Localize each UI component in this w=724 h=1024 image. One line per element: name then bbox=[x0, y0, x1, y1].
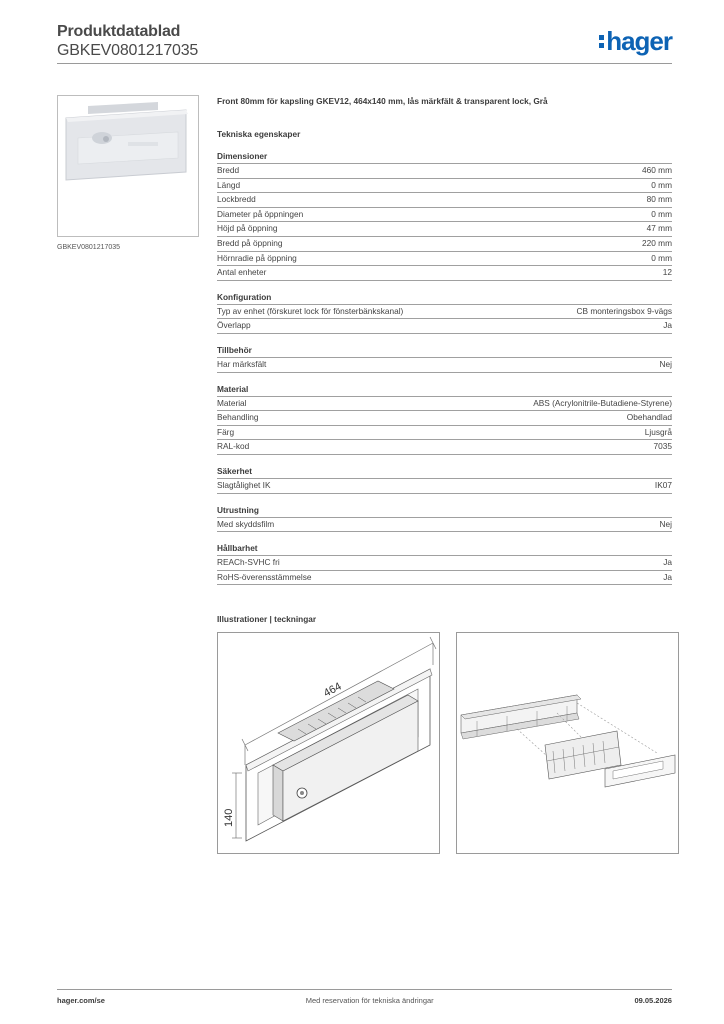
property-value: IK07 bbox=[654, 479, 672, 490]
product-code: GBKEV0801217035 bbox=[57, 42, 199, 59]
property-value: Ja bbox=[663, 557, 672, 568]
page-footer bbox=[57, 996, 672, 1005]
property-value: 0 mm bbox=[651, 208, 672, 219]
hager-logo[interactable] bbox=[599, 26, 672, 57]
document-title: Produktdatablad bbox=[57, 23, 181, 40]
property-value: Ljusgrå bbox=[644, 426, 672, 437]
property-row bbox=[217, 440, 672, 455]
property-value: Ja bbox=[663, 571, 672, 582]
property-value: 0 mm bbox=[651, 179, 672, 190]
property-label: RoHS-överensstämmelse bbox=[217, 571, 312, 582]
property-label: Slagtålighet IK bbox=[217, 479, 271, 490]
property-sections bbox=[217, 151, 672, 585]
property-row bbox=[217, 193, 672, 208]
property-label: Lockbredd bbox=[217, 194, 256, 205]
property-row bbox=[217, 319, 672, 334]
property-label: Diameter på öppningen bbox=[217, 208, 304, 219]
property-label: Med skyddsfilm bbox=[217, 518, 275, 529]
property-value: ABS (Acrylonitrile-Butadiene-Styrene) bbox=[533, 397, 672, 408]
property-row bbox=[217, 426, 672, 441]
property-value: 80 mm bbox=[646, 194, 672, 205]
property-label: Bredd på öppning bbox=[217, 237, 283, 248]
footer-divider bbox=[57, 989, 672, 990]
property-row bbox=[217, 556, 672, 571]
property-row bbox=[217, 208, 672, 223]
logo-text: hager bbox=[606, 26, 672, 56]
property-value: 7035 bbox=[653, 441, 672, 452]
header-divider bbox=[57, 63, 672, 64]
property-row bbox=[217, 305, 672, 320]
property-row bbox=[217, 518, 672, 533]
section-title: Utrustning bbox=[217, 505, 672, 518]
property-row bbox=[217, 411, 672, 426]
property-value: 460 mm bbox=[642, 165, 672, 175]
property-value: 0 mm bbox=[651, 252, 672, 263]
dimension-height-label: 140 bbox=[223, 808, 235, 827]
property-row bbox=[217, 479, 672, 494]
property-label: Material bbox=[217, 397, 247, 408]
document-header bbox=[57, 22, 198, 60]
property-label: Typ av enhet (förskuret lock för fönsterbänkskanal) bbox=[217, 305, 404, 316]
product-details bbox=[217, 96, 672, 585]
website-link[interactable]: hager.com/se bbox=[57, 996, 105, 1005]
property-value: 220 mm bbox=[642, 237, 672, 248]
property-row bbox=[217, 266, 672, 281]
property-label: Antal enheter bbox=[217, 267, 267, 278]
property-row bbox=[217, 397, 672, 412]
technical-properties-title: Tekniska egenskaper bbox=[217, 129, 301, 139]
assembly-drawing bbox=[456, 632, 679, 854]
property-row bbox=[217, 571, 672, 586]
property-row bbox=[217, 164, 672, 179]
property-value: 47 mm bbox=[646, 223, 672, 234]
property-row bbox=[217, 179, 672, 194]
section-title: Dimensioner bbox=[217, 151, 672, 164]
property-row bbox=[217, 252, 672, 267]
property-label: Höjd på öppning bbox=[217, 223, 278, 234]
section-title: Material bbox=[217, 384, 672, 397]
illustrations-title: Illustrationer | teckningar bbox=[217, 614, 317, 624]
section-title: Hållbarhet bbox=[217, 543, 672, 556]
section-title: Konfiguration bbox=[217, 292, 672, 305]
property-value: Nej bbox=[659, 518, 672, 529]
property-label: Färg bbox=[217, 426, 235, 437]
thumbnail-caption: GBKEV0801217035 bbox=[57, 244, 121, 251]
disclaimer-text: Med reservation för tekniska ändringar bbox=[305, 996, 434, 1005]
property-label: Har märksfält bbox=[217, 358, 267, 369]
dimension-drawing bbox=[217, 632, 440, 854]
property-value: Nej bbox=[659, 358, 672, 369]
property-value: 12 bbox=[662, 267, 672, 278]
dimension-width-label: 464 bbox=[321, 680, 344, 700]
property-value: Ja bbox=[663, 320, 672, 331]
property-label: Överlapp bbox=[217, 320, 251, 331]
document-date: 09.05.2026 bbox=[634, 996, 672, 1005]
property-label: RAL-kod bbox=[217, 441, 250, 452]
property-value: Obehandlad bbox=[626, 412, 672, 423]
property-row bbox=[217, 237, 672, 252]
property-row bbox=[217, 358, 672, 373]
logo-dots-icon bbox=[599, 35, 604, 48]
section-title: Säkerhet bbox=[217, 466, 672, 479]
property-value: CB monteringsbox 9-vägs bbox=[576, 305, 672, 316]
section-title: Tillbehör bbox=[217, 345, 672, 358]
property-label: Bredd bbox=[217, 165, 240, 175]
property-label: Behandling bbox=[217, 412, 259, 423]
property-row bbox=[217, 222, 672, 237]
product-description: Front 80mm för kapsling GKEV12, 464x140 mm, lås märkfält & transparent lock, Grå bbox=[217, 96, 548, 106]
property-label: REACh-SVHC fri bbox=[217, 557, 280, 568]
product-thumbnail bbox=[57, 95, 199, 237]
property-label: Längd bbox=[217, 179, 241, 190]
property-label: Hörnradie på öppning bbox=[217, 252, 297, 263]
